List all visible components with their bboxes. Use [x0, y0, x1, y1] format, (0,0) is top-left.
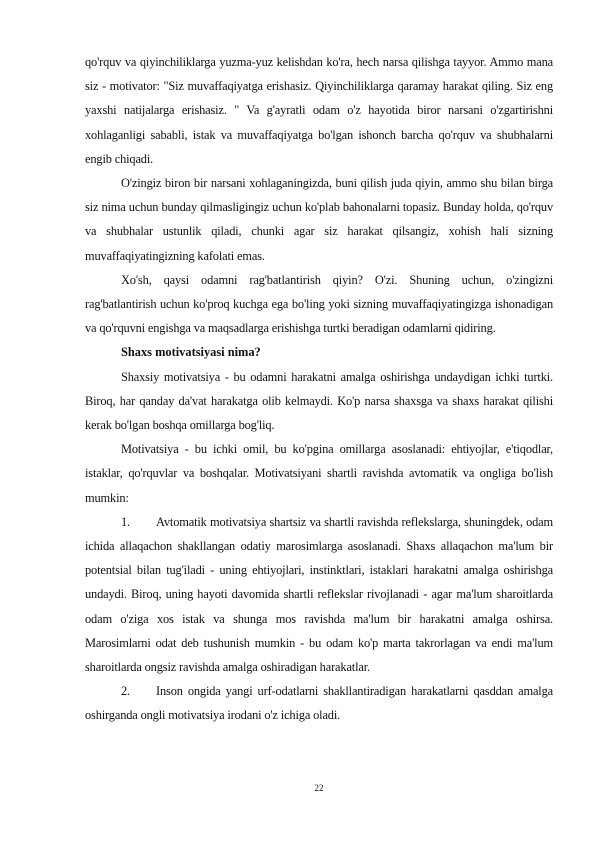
section-heading: Shaxs motivatsiyasi nima? [121, 345, 261, 360]
paragraph-2: O'zingiz biron bir narsani xohlaganingizda, buni qilish juda qiyin, ammo shu bilan birga siz nima uchun bunday qilmasligingiz uchun ko'plab bahonalarni topasiz. Bunday holda, qo'rquv va shubhalar ustunlik qiladi, chunki agar siz harakat qilsangiz, xohish hali sizning muvaffaqiyatingizning kafolati emas. [85, 176, 553, 263]
list-item-1 [85, 510, 553, 679]
list-item-text: Inson ongida yangi urf-odatlarni shakllantiradigan harakatlarni qasddan amalga oshirganda ongli motivatsiya irodani o'z ichiga oladi. [85, 684, 553, 723]
list-number: 1. [121, 514, 130, 529]
paragraph-5: Motivatsiya - bu ichki omil, bu ko'pgina omillarga asoslanadi: ehtiyojlar, e'tiqodlar, istaklar, qo'rquvlar va boshqalar. Motivatsiyani shartli ravishda avtomatik va ongliga bo'lish mumkin: [85, 442, 553, 505]
list-item-text: Avtomatik motivatsiya shartsiz va shartli ravishda reflekslarga, shuningdek, odam ichida allaqachon shakllangan odatiy marosimlarga asoslanadi. Shaxs allaqachon ma'lum bir potentsial bilan tug'iladi - uning ehtiyojlari, instinktlari, istaklari harakatni amalga oshirishga undaydi. Biroq, uning hayoti davomida shartli reflekslar rivojlanadi - agar ma'lum sharoitlarda odam o'ziga xos istak va shunga mos ravishda ma'lum bir harakatni amalga oshirsa. Marosimlarni odat deb tushunish mumkin - bu odam ko'p marta takrorlagan va endi ma'lum sharoitlarda ongsiz ravishda amalga oshiradigan harakatlar. [85, 514, 553, 675]
paragraph-1: qo'rquv va qiyinchiliklarga yuzma-yuz kelishdan ko'ra, hech narsa qilishga tayyor. Ammo mana siz - motivator: "Siz muvaffaqiyatga erishasiz. Qiyinchiliklarga qaramay harakat qiling. Siz eng yaxshi natijalarga erishasiz. " Va g'ayratli odam o'z hayotida biror narsani o'zgartirishni xohlaganligi sababli, istak va muvaffaqiyatga bo'lgan ishonch barcha qo'rquv va shubhalarni engib chiqadi. [85, 55, 553, 166]
paragraph-3: Xo'sh, qaysi odamni rag'batlantirish qiyin? O'zi. Shuning uchun, o'zingizni rag'batlantirish uchun ko'proq kuchga ega bo'ling yoki sizning muvaffaqiyatingizga ishonadigan va qo'rquvni engishga va maqsadlarga erishishga turtki beradigan odamlarni qidiring. [85, 272, 553, 336]
list-number: 2. [121, 684, 130, 699]
list-item-2 [85, 679, 553, 727]
paragraph-4: Shaxsiy motivatsiya - bu odamni harakatni amalga oshirishga undaydigan ichki turtki. Biroq, har qanday da'vat harakatga olib kelmaydi. Ko'p narsa shaxsga va shaxs harakat qilishi kerak bo'lgan boshqa omillarga bog'liq. [85, 369, 553, 433]
page-number: 22 [314, 783, 324, 793]
